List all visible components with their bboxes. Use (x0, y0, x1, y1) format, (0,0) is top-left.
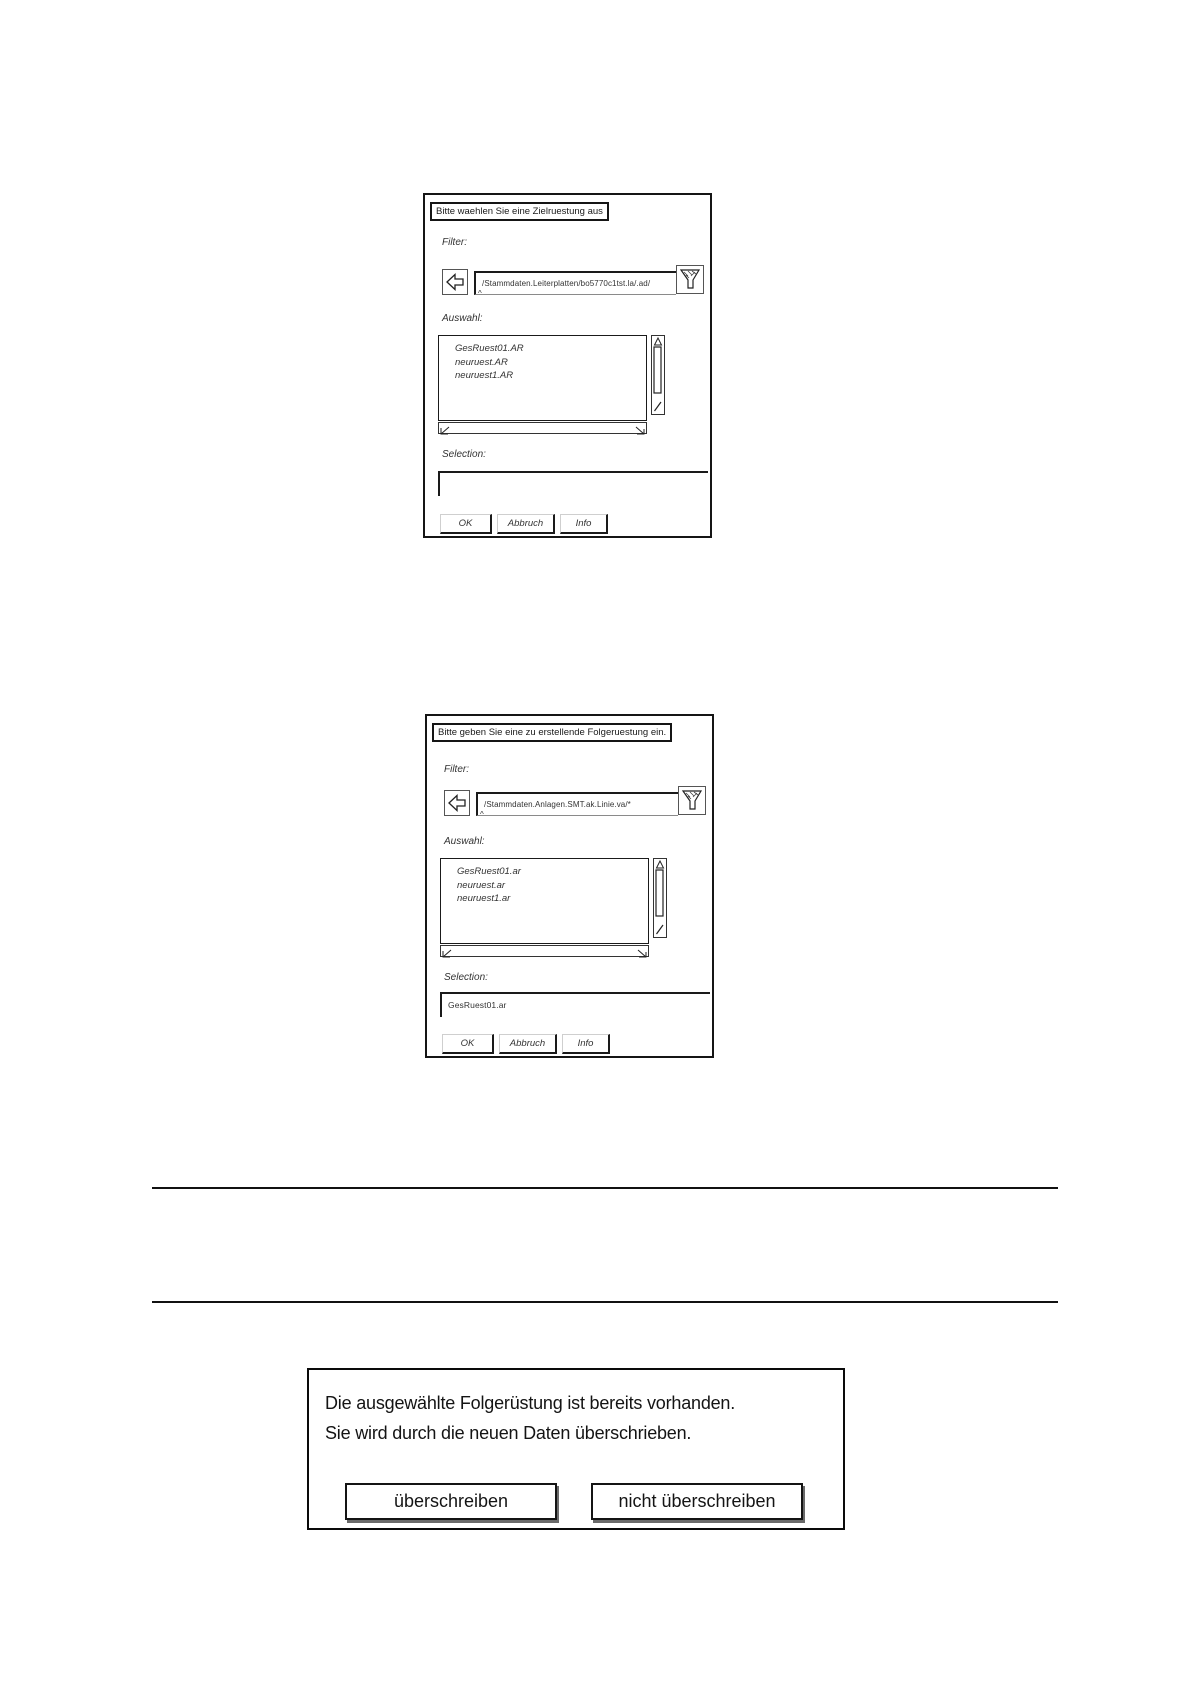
horizontal-rule (152, 1187, 1058, 1189)
list-item[interactable]: neuruest.AR (455, 356, 508, 368)
filter-label: Filter: (442, 237, 467, 248)
file-list[interactable] (440, 858, 649, 944)
selection-label: Selection: (444, 972, 488, 983)
overwrite-button[interactable]: überschreiben (345, 1483, 557, 1520)
filter-input[interactable] (476, 792, 678, 816)
not-overwrite-button[interactable]: nicht überschreiben (591, 1483, 803, 1520)
selection-label: Selection: (442, 449, 486, 460)
vertical-scrollbar[interactable] (651, 335, 665, 415)
selection-value: GesRuest01.ar (448, 1000, 507, 1010)
warning-message-line2: Sie wird durch die neuen Daten überschrieben. (325, 1423, 692, 1443)
text-caret-icon (478, 290, 482, 298)
back-directory-button[interactable] (442, 269, 468, 295)
scrollbar-graphic (441, 949, 648, 959)
selection-input[interactable] (438, 471, 708, 496)
filter-value: /Stammdaten.Leiterplatten/bo5770c1tst.la/.ad/ (482, 279, 651, 288)
vertical-scrollbar[interactable] (653, 858, 667, 938)
select-target-ruestung-dialog (423, 193, 712, 538)
text-caret-icon (480, 811, 484, 819)
scrollbar-graphic (654, 859, 666, 937)
scrollbar-graphic (439, 426, 646, 436)
cancel-button[interactable]: Abbruch (497, 514, 555, 534)
left-arrow-icon (443, 270, 467, 294)
overwrite-warning-dialog (307, 1368, 845, 1530)
auswahl-label: Auswahl: (444, 836, 485, 847)
warning-message-line1: Die ausgewählte Folgerüstung ist bereits vorhanden. (325, 1393, 736, 1413)
scrollbar-graphic (652, 336, 664, 414)
dialog-title: Bitte waehlen Sie eine Zielruestung aus (430, 202, 609, 221)
back-directory-button[interactable] (444, 790, 470, 816)
filter-label: Filter: (444, 764, 469, 775)
horizontal-scrollbar[interactable] (438, 422, 647, 434)
auswahl-label: Auswahl: (442, 313, 483, 324)
info-button[interactable]: Info (560, 514, 608, 534)
apply-filter-button[interactable] (676, 265, 704, 294)
ok-button[interactable]: OK (440, 514, 492, 534)
list-item[interactable]: neuruest1.AR (455, 370, 514, 381)
cancel-button[interactable]: Abbruch (499, 1034, 557, 1054)
horizontal-rule (152, 1301, 1058, 1303)
list-item[interactable]: neuruest.ar (457, 879, 506, 891)
horizontal-scrollbar[interactable] (440, 945, 649, 957)
apply-filter-button[interactable] (678, 786, 706, 815)
dialog-title: Bitte geben Sie eine zu erstellende Folgeruestung ein. (432, 723, 672, 742)
funnel-icon (679, 787, 705, 814)
filter-value: /Stammdaten.Anlagen.SMT.ak.Linie.va/* (484, 800, 631, 809)
file-list[interactable] (438, 335, 647, 421)
list-item[interactable]: GesRuest01.AR (455, 343, 524, 354)
selection-input[interactable] (440, 992, 710, 1017)
info-button[interactable]: Info (562, 1034, 610, 1054)
list-item[interactable]: neuruest1.ar (457, 893, 511, 904)
create-followup-ruestung-dialog (425, 714, 714, 1058)
funnel-icon (677, 266, 703, 293)
selection-value (440, 473, 708, 481)
left-arrow-icon (445, 791, 469, 815)
ok-button[interactable]: OK (442, 1034, 494, 1054)
list-item[interactable]: GesRuest01.ar (457, 866, 521, 877)
filter-input[interactable] (474, 271, 676, 295)
